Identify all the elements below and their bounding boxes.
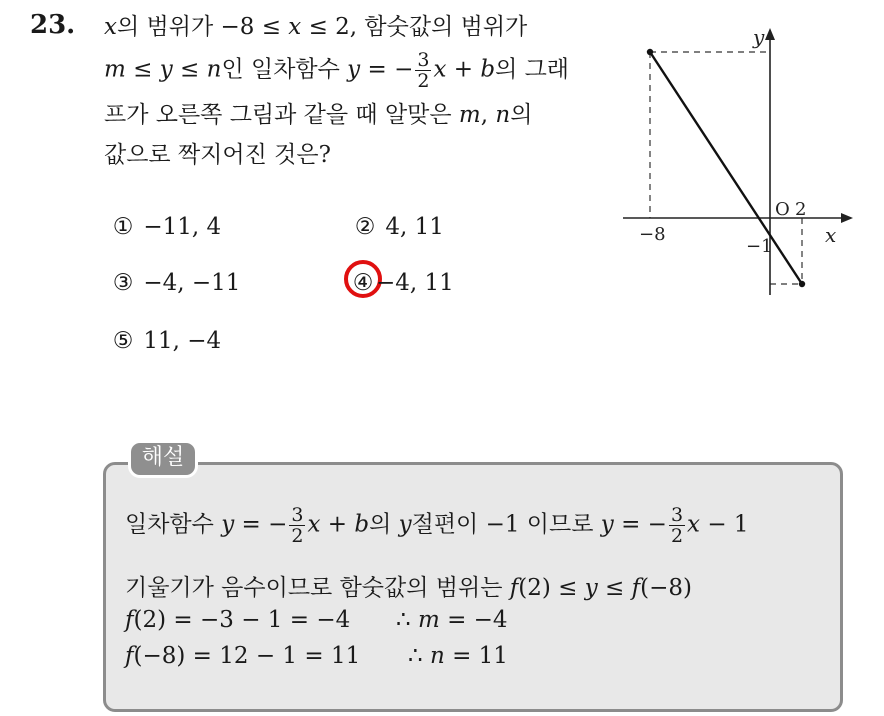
choice-mark: ① — [112, 214, 134, 240]
choice-value: 11, −4 — [143, 328, 222, 354]
fraction: $\frac{3}{2}$ — [417, 49, 430, 92]
endpoint-right — [799, 281, 805, 287]
y-axis-arrow-icon — [765, 28, 775, 40]
choice-mark: ③ — [112, 270, 134, 296]
choice-1[interactable] — [110, 214, 221, 240]
solution-line-4: f(−8) = 12 − 1 = 11 — [125, 643, 361, 669]
choice-5[interactable] — [110, 328, 221, 354]
solution-line-4-result: ∴ n = 11 — [408, 643, 508, 669]
choice-3[interactable] — [110, 270, 240, 296]
x-tick-2-label: 2 — [795, 199, 807, 220]
choice-value: −4, 11 — [376, 270, 454, 296]
y-axis-label: y — [753, 25, 765, 49]
choice-4[interactable] — [350, 270, 454, 296]
x-axis-label: x — [825, 223, 837, 247]
solution-line-1: 일차함수 y = − $\frac{3}{2}$ x + b의 y절편이 −1 이므로 y = − $\frac{3}{2}$ x − 1 — [125, 504, 749, 547]
question-number: 23. — [30, 10, 76, 40]
choice-value: 4, 11 — [385, 214, 444, 240]
function-graph — [615, 20, 865, 305]
choice-value: −4, −11 — [143, 270, 241, 296]
question-line-1: x의 범위가 −8 ≤ x ≤ 2, 함숫값의 범위가 — [104, 14, 528, 40]
function-line — [650, 52, 802, 284]
choice-mark: ⑤ — [112, 328, 134, 354]
origin-label: O — [775, 199, 790, 220]
question-line-3: 프가 오른쪽 그림과 같을 때 알맞은 m, n의 — [104, 102, 533, 128]
fraction: $\frac{3}{2}$ — [670, 504, 684, 547]
question-line-4: 값으로 짝지어진 것은? — [104, 142, 331, 168]
endpoint-left — [647, 49, 653, 55]
choice-2[interactable] — [352, 214, 444, 240]
question-line-2: m ≤ y ≤ n인 일차함수 y = − $\frac{3}{2}$ x + b의 그래 — [104, 49, 570, 92]
solution-tag: 해설 — [128, 440, 198, 478]
choice-value: −11, 4 — [143, 214, 222, 240]
x-tick-neg8-label: −8 — [639, 224, 666, 245]
fraction: $\frac{3}{2}$ — [291, 504, 304, 547]
choice-mark: ④ — [352, 270, 374, 296]
solution-line-2: 기울기가 음수이므로 함숫값의 범위는 f(2) ≤ y ≤ f(−8) — [125, 575, 693, 601]
choice-mark: ② — [354, 214, 376, 240]
y-tick-neg1-label: −1 — [746, 236, 773, 257]
solution-line-3: f(2) = −3 − 1 = −4 — [125, 607, 351, 633]
solution-line-3-result: ∴ m = −4 — [396, 607, 508, 633]
x-axis-arrow-icon — [841, 213, 853, 223]
